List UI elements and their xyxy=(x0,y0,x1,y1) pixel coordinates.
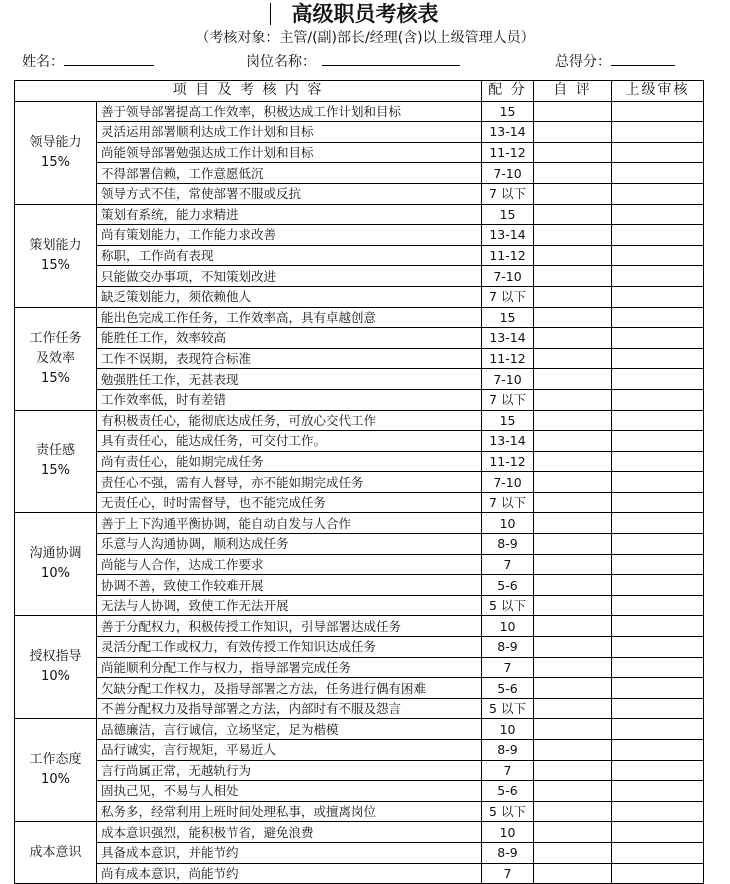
table-row xyxy=(15,451,704,472)
table-row xyxy=(15,266,704,287)
appraisal-table xyxy=(14,80,704,884)
score-range: 10 xyxy=(482,822,534,843)
table-row xyxy=(15,575,704,596)
criterion-text: 固执己见，不易与人相处 xyxy=(97,781,482,802)
criterion-text: 有积极责任心，能彻底达成任务，可放心交代工作 xyxy=(97,410,482,431)
self-score-cell[interactable] xyxy=(534,513,612,534)
table-body xyxy=(15,101,704,884)
superior-score-cell[interactable] xyxy=(612,369,704,390)
category-weight: 10% xyxy=(41,566,70,582)
criterion-text: 具有责任心，能达成任务，可交付工作。 xyxy=(97,431,482,452)
table-row xyxy=(15,183,704,204)
category-name: 授权指导 xyxy=(29,649,82,665)
category-cell xyxy=(15,307,97,410)
self-score-cell[interactable] xyxy=(534,142,612,163)
name-label: 姓名： xyxy=(22,54,64,70)
self-score-cell[interactable] xyxy=(534,781,612,802)
category-name: 责任感 xyxy=(35,443,75,459)
score-range: 5-6 xyxy=(482,781,534,802)
self-score-cell[interactable] xyxy=(534,286,612,307)
table-row xyxy=(15,431,704,452)
header-superior: 上级审核 xyxy=(612,81,704,102)
score-range: 8-9 xyxy=(482,534,534,555)
self-score-cell[interactable] xyxy=(534,554,612,575)
total-label: 总得分： xyxy=(555,54,611,70)
category-weight: 10% xyxy=(41,669,70,685)
score-range: 10 xyxy=(482,513,534,534)
category-cell xyxy=(15,101,97,204)
criterion-text: 能出色完成工作任务，工作效率高，具有卓越创意 xyxy=(97,307,482,328)
superior-score-cell[interactable] xyxy=(612,266,704,287)
name-field[interactable] xyxy=(22,50,154,70)
criterion-text: 欠缺分配工作权力，及指导部署之方法，任务进行偶有困难 xyxy=(97,678,482,699)
superior-score-cell[interactable] xyxy=(612,781,704,802)
criterion-text: 不善分配权力及指导部署之方法，内部时有不服及怨言 xyxy=(97,698,482,719)
self-score-cell[interactable] xyxy=(534,101,612,122)
score-range: 7 以下 xyxy=(482,389,534,410)
criterion-text: 灵活分配工作或权力，有效传授工作知识达成任务 xyxy=(97,637,482,658)
score-range: 13-14 xyxy=(482,431,534,452)
self-score-cell[interactable] xyxy=(534,575,612,596)
criterion-text: 具备成本意识，并能节约 xyxy=(97,842,482,863)
superior-score-cell[interactable] xyxy=(612,575,704,596)
table-header-row xyxy=(15,81,704,102)
table-row xyxy=(15,801,704,822)
table-row xyxy=(15,781,704,802)
score-range: 11-12 xyxy=(482,348,534,369)
table-row xyxy=(15,863,704,884)
criterion-text: 善于上下沟通平衡协调，能自动自发与人合作 xyxy=(97,513,482,534)
superior-score-cell[interactable] xyxy=(612,637,704,658)
score-range: 7-10 xyxy=(482,266,534,287)
category-cell xyxy=(15,204,97,307)
self-score-cell[interactable] xyxy=(534,328,612,349)
category-name: 工作态度 xyxy=(29,752,82,768)
superior-score-cell[interactable] xyxy=(612,163,704,184)
criterion-text: 无法与人协调，致使工作无法开展 xyxy=(97,595,482,616)
criterion-text: 无责任心，时时需督导，也不能完成任务 xyxy=(97,492,482,513)
header-score: 配 分 xyxy=(482,81,534,102)
self-score-cell[interactable] xyxy=(534,637,612,658)
self-score-cell[interactable] xyxy=(534,822,612,843)
score-range: 15 xyxy=(482,307,534,328)
superior-score-cell[interactable] xyxy=(612,554,704,575)
category-name: 及效率 xyxy=(35,350,75,366)
self-score-cell[interactable] xyxy=(534,183,612,204)
category-name: 工作任务 xyxy=(29,330,82,346)
table-row xyxy=(15,307,704,328)
superior-score-cell[interactable] xyxy=(612,698,704,719)
superior-score-cell[interactable] xyxy=(612,492,704,513)
criterion-text: 言行尚属正常，无越轨行为 xyxy=(97,760,482,781)
position-blank[interactable] xyxy=(322,50,460,66)
self-score-cell[interactable] xyxy=(534,657,612,678)
self-score-cell[interactable] xyxy=(534,451,612,472)
superior-score-cell[interactable] xyxy=(612,286,704,307)
criterion-text: 领导方式不佳，常使部署不服或反抗 xyxy=(97,183,482,204)
score-range: 7 以下 xyxy=(482,183,534,204)
score-range: 5 以下 xyxy=(482,801,534,822)
category-weight: 15% xyxy=(41,463,70,479)
self-score-cell[interactable] xyxy=(534,534,612,555)
text-cursor xyxy=(270,3,271,25)
table-row xyxy=(15,142,704,163)
superior-score-cell[interactable] xyxy=(612,307,704,328)
score-range: 15 xyxy=(482,204,534,225)
score-range: 5 以下 xyxy=(482,698,534,719)
score-range: 13-14 xyxy=(482,122,534,143)
criterion-text: 能胜任工作，效率较高 xyxy=(97,328,482,349)
self-score-cell[interactable] xyxy=(534,348,612,369)
self-score-cell[interactable] xyxy=(534,204,612,225)
criterion-text: 尚能顺利分配工作与权力，指导部署完成任务 xyxy=(97,657,482,678)
total-blank[interactable] xyxy=(611,50,675,66)
self-score-cell[interactable] xyxy=(534,863,612,884)
criterion-text: 品德廉洁，言行诚信，立场坚定，足为楷模 xyxy=(97,719,482,740)
score-range: 7 xyxy=(482,863,534,884)
self-score-cell[interactable] xyxy=(534,760,612,781)
criterion-text: 勉强胜任工作，无甚表现 xyxy=(97,369,482,390)
category-name: 策划能力 xyxy=(29,237,82,253)
superior-score-cell[interactable] xyxy=(612,842,704,863)
score-range: 13-14 xyxy=(482,328,534,349)
score-range: 8-9 xyxy=(482,637,534,658)
category-cell xyxy=(15,410,97,513)
score-range: 11-12 xyxy=(482,451,534,472)
self-score-cell[interactable] xyxy=(534,719,612,740)
superior-score-cell[interactable] xyxy=(612,142,704,163)
criterion-text: 工作不误期，表现符合标准 xyxy=(97,348,482,369)
criterion-text: 尚能与人合作，达成工作要求 xyxy=(97,554,482,575)
self-score-cell[interactable] xyxy=(534,842,612,863)
self-score-cell[interactable] xyxy=(534,245,612,266)
category-name: 成本意识 xyxy=(29,844,82,860)
table-row xyxy=(15,369,704,390)
table-row xyxy=(15,410,704,431)
score-range: 11-12 xyxy=(482,142,534,163)
criterion-text: 尚有成本意识，尚能节约 xyxy=(97,863,482,884)
category-weight: 15% xyxy=(41,257,70,273)
criterion-text: 工作效率低，时有差错 xyxy=(97,389,482,410)
table-row xyxy=(15,760,704,781)
criterion-text: 责任心不强，需有人督导，亦不能如期完成任务 xyxy=(97,472,482,493)
category-weight: 15% xyxy=(41,370,70,386)
superior-score-cell[interactable] xyxy=(612,678,704,699)
superior-score-cell[interactable] xyxy=(612,740,704,761)
table-row xyxy=(15,122,704,143)
superior-score-cell[interactable] xyxy=(612,122,704,143)
form-title: 高级职员考核表 xyxy=(291,2,439,26)
category-cell xyxy=(15,822,97,884)
table-row xyxy=(15,513,704,534)
superior-score-cell[interactable] xyxy=(612,472,704,493)
table-row xyxy=(15,534,704,555)
superior-score-cell[interactable] xyxy=(612,328,704,349)
table-row xyxy=(15,348,704,369)
superior-score-cell[interactable] xyxy=(612,431,704,452)
score-range: 7 以下 xyxy=(482,286,534,307)
table-row xyxy=(15,472,704,493)
table-row xyxy=(15,719,704,740)
self-score-cell[interactable] xyxy=(534,740,612,761)
score-range: 8-9 xyxy=(482,740,534,761)
superior-score-cell[interactable] xyxy=(612,801,704,822)
table-row xyxy=(15,740,704,761)
table-row xyxy=(15,328,704,349)
table-row xyxy=(15,245,704,266)
score-range: 7 xyxy=(482,657,534,678)
superior-score-cell[interactable] xyxy=(612,534,704,555)
superior-score-cell[interactable] xyxy=(612,719,704,740)
self-score-cell[interactable] xyxy=(534,163,612,184)
criterion-text: 灵活运用部署顺利达成工作计划和目标 xyxy=(97,122,482,143)
criterion-text: 缺乏策划能力，须依赖他人 xyxy=(97,286,482,307)
self-score-cell[interactable] xyxy=(534,266,612,287)
superior-score-cell[interactable] xyxy=(612,204,704,225)
table-row xyxy=(15,678,704,699)
table-row xyxy=(15,595,704,616)
criterion-text: 成本意识强烈，能积极节省，避免浪费 xyxy=(97,822,482,843)
criterion-text: 协调不善，致使工作较难开展 xyxy=(97,575,482,596)
position-label: 岗位名称： xyxy=(246,54,316,70)
self-score-cell[interactable] xyxy=(534,389,612,410)
superior-score-cell[interactable] xyxy=(612,348,704,369)
score-range: 15 xyxy=(482,101,534,122)
position-field[interactable] xyxy=(246,50,460,70)
table-row xyxy=(15,616,704,637)
category-weight: 10% xyxy=(41,772,70,788)
score-range: 10 xyxy=(482,719,534,740)
score-range: 7 xyxy=(482,760,534,781)
score-range: 11-12 xyxy=(482,245,534,266)
score-range: 5-6 xyxy=(482,678,534,699)
score-range: 7 以下 xyxy=(482,492,534,513)
score-range: 5 以下 xyxy=(482,595,534,616)
criterion-text: 善于领导部署提高工作效率，积极达成工作计划和目标 xyxy=(97,101,482,122)
category-name: 沟通协调 xyxy=(29,546,82,562)
category-cell xyxy=(15,513,97,616)
superior-score-cell[interactable] xyxy=(612,451,704,472)
self-score-cell[interactable] xyxy=(534,369,612,390)
self-score-cell[interactable] xyxy=(534,492,612,513)
category-cell xyxy=(15,719,97,822)
superior-score-cell[interactable] xyxy=(612,657,704,678)
criterion-text: 不得部署信赖，工作意愿低沉 xyxy=(97,163,482,184)
table-row xyxy=(15,842,704,863)
category-name: 领导能力 xyxy=(29,134,82,150)
self-score-cell[interactable] xyxy=(534,410,612,431)
self-score-cell[interactable] xyxy=(534,616,612,637)
superior-score-cell[interactable] xyxy=(612,410,704,431)
table-row xyxy=(15,286,704,307)
superior-score-cell[interactable] xyxy=(612,389,704,410)
score-range: 5-6 xyxy=(482,575,534,596)
table-row xyxy=(15,554,704,575)
self-score-cell[interactable] xyxy=(534,801,612,822)
table-row xyxy=(15,637,704,658)
table-row xyxy=(15,101,704,122)
criterion-text: 乐意与人沟通协调，顺利达成任务 xyxy=(97,534,482,555)
table-row xyxy=(15,492,704,513)
score-range: 7-10 xyxy=(482,369,534,390)
self-score-cell[interactable] xyxy=(534,431,612,452)
criterion-text: 只能做交办事项，不知策划改进 xyxy=(97,266,482,287)
superior-score-cell[interactable] xyxy=(612,863,704,884)
table-row xyxy=(15,225,704,246)
table-row xyxy=(15,389,704,410)
superior-score-cell[interactable] xyxy=(612,822,704,843)
self-score-cell[interactable] xyxy=(534,122,612,143)
total-field[interactable] xyxy=(555,50,675,70)
self-score-cell[interactable] xyxy=(534,595,612,616)
score-range: 7 xyxy=(482,554,534,575)
criterion-text: 尚有责任心，能如期完成任务 xyxy=(97,451,482,472)
criterion-text: 尚有策划能力，工作能力求改善 xyxy=(97,225,482,246)
self-score-cell[interactable] xyxy=(534,307,612,328)
self-score-cell[interactable] xyxy=(534,472,612,493)
score-range: 8-9 xyxy=(482,842,534,863)
category-cell xyxy=(15,616,97,719)
criterion-text: 私务多，经常利用上班时间处理私事，或擅离岗位 xyxy=(97,801,482,822)
criterion-text: 称职，工作尚有表现 xyxy=(97,245,482,266)
superior-score-cell[interactable] xyxy=(612,595,704,616)
criterion-text: 品行诚实，言行规矩，平易近人 xyxy=(97,740,482,761)
superior-score-cell[interactable] xyxy=(612,760,704,781)
score-range: 10 xyxy=(482,616,534,637)
self-score-cell[interactable] xyxy=(534,678,612,699)
table-row xyxy=(15,163,704,184)
self-score-cell[interactable] xyxy=(534,225,612,246)
form-subtitle: （考核对象：主管/(副)部长/经理(含)以上级管理人员） xyxy=(195,30,535,46)
score-range: 13-14 xyxy=(482,225,534,246)
table-row xyxy=(15,822,704,843)
name-blank[interactable] xyxy=(64,50,154,66)
superior-score-cell[interactable] xyxy=(612,225,704,246)
header-item: 项 目 及 考 核 内 容 xyxy=(15,81,482,102)
superior-score-cell[interactable] xyxy=(612,101,704,122)
score-range: 15 xyxy=(482,410,534,431)
table-row xyxy=(15,698,704,719)
superior-score-cell[interactable] xyxy=(612,616,704,637)
criterion-text: 尚能领导部署勉强达成工作计划和目标 xyxy=(97,142,482,163)
superior-score-cell[interactable] xyxy=(612,245,704,266)
criterion-text: 策划有系统，能力求精进 xyxy=(97,204,482,225)
criterion-text: 善于分配权力，积极传授工作知识，引导部署达成任务 xyxy=(97,616,482,637)
superior-score-cell[interactable] xyxy=(612,513,704,534)
table-row xyxy=(15,657,704,678)
score-range: 7-10 xyxy=(482,163,534,184)
table-row xyxy=(15,204,704,225)
superior-score-cell[interactable] xyxy=(612,183,704,204)
header-self: 自 评 xyxy=(534,81,612,102)
category-weight: 15% xyxy=(41,154,70,170)
self-score-cell[interactable] xyxy=(534,698,612,719)
score-range: 7-10 xyxy=(482,472,534,493)
